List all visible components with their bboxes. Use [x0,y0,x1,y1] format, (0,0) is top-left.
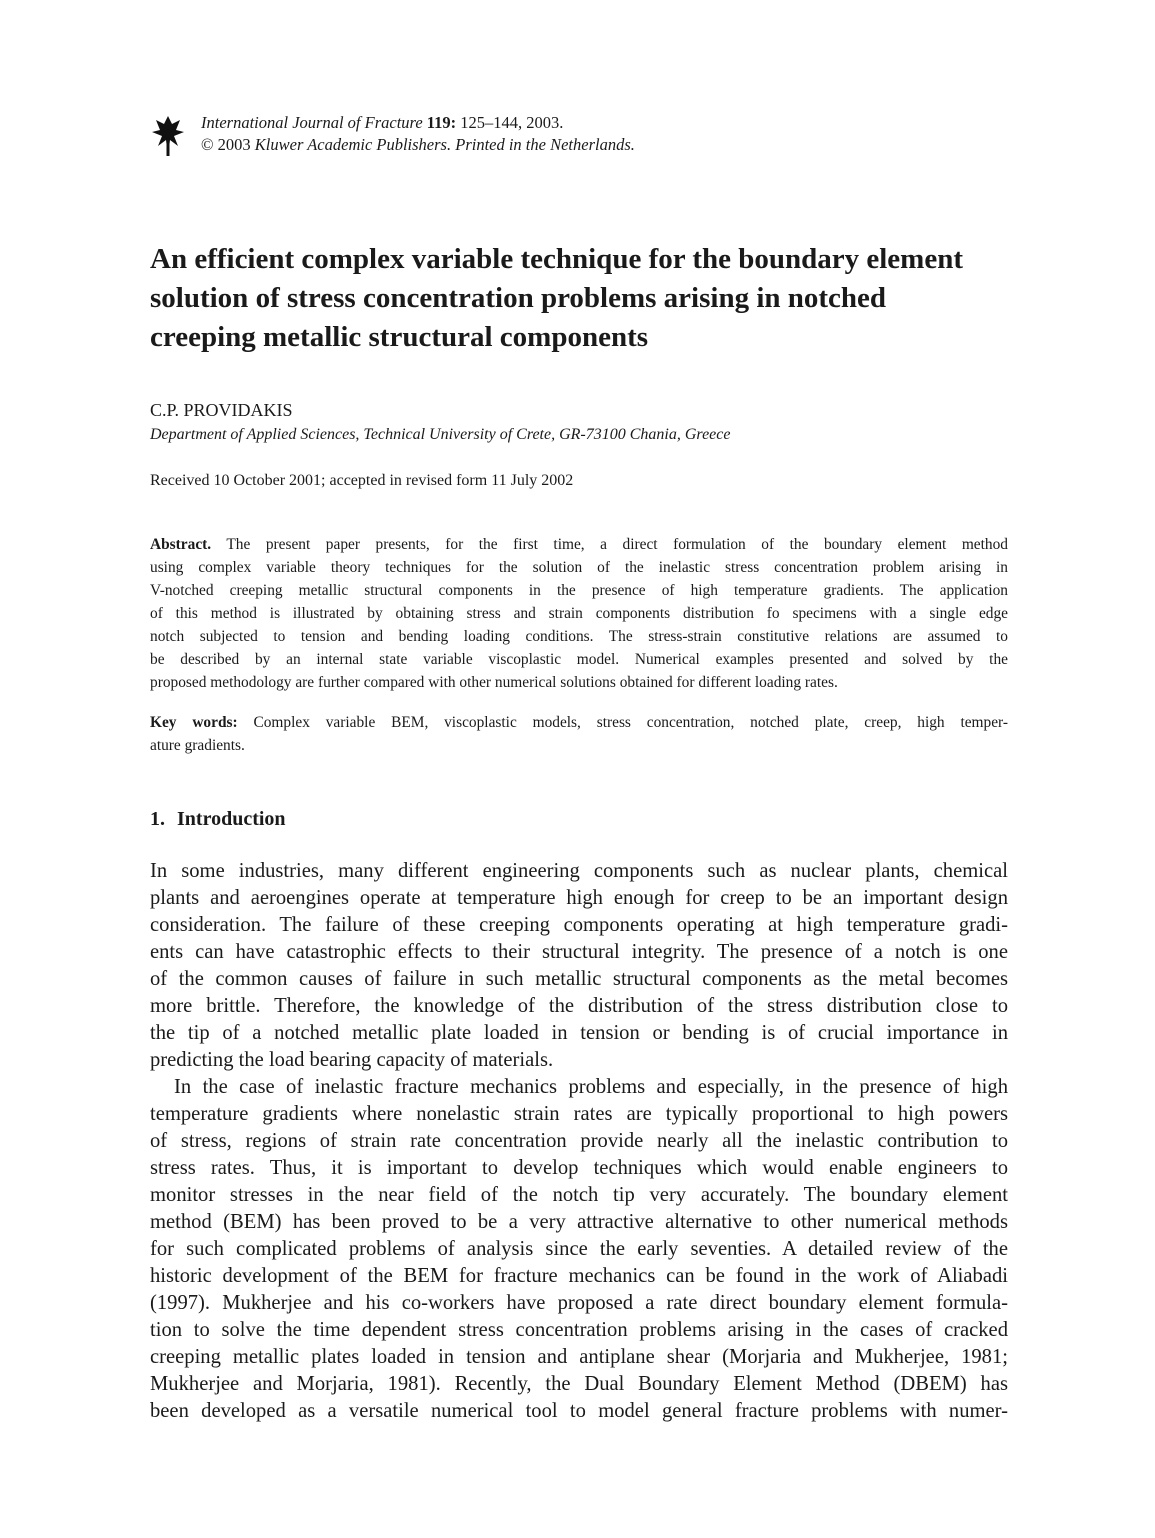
section-heading-introduction [150,806,286,832]
body-line: temperature gradients where nonelastic strain rates are typically proportional to high powers [150,1103,1008,1125]
section-title: Introduction [177,808,286,830]
abstract-line: notch subjected to tension and bending loading conditions. The stress-strain constitutive relations are assumed to [150,628,1008,645]
abstract-line: be described by an internal state variable viscoplastic model. Numerical examples presented and solved by the [150,651,1008,668]
publisher-logo-icon [150,114,186,158]
body-line: for such complicated problems of analysis since the early seventies. A detailed review of the [150,1238,1008,1260]
body-line: predicting the load bearing capacity of materials. [150,1049,554,1071]
body-line: monitor stresses in the near field of the notch tip very accurately. The boundary element [150,1184,1008,1206]
body-line: method (BEM) has been proved to be a very attractive alternative to other numerical methods [150,1211,1008,1233]
abstract-line: proposed methodology are further compared with other numerical solutions obtained for different loading rates. [150,674,838,691]
body-line: tion to solve the time dependent stress concentration problems arising in the cases of cracked [150,1319,1008,1341]
body-line: ents can have catastrophic effects to their structural integrity. The presence of a notch is one [150,941,1008,963]
author-affiliation: Department of Applied Sciences, Technical University of Crete, GR-73100 Chania, Greece [150,426,731,443]
journal-volume: 119: [426,113,457,132]
keywords [150,711,1008,757]
abstract-label: Abstract. [150,536,212,553]
body-line: historic development of the BEM for fracture mechanics can be found in the work of Aliabadi [150,1265,1008,1287]
keywords-line [150,711,1008,734]
body-line: creeping metallic plates loaded in tension and antiplane shear (Morjaria and Mukherjee, 1981; [150,1346,1008,1368]
introduction-body [150,858,1008,1425]
journal-citation [201,112,635,156]
body-line: consideration. The failure of these creeping components operating at high temperature gradi- [150,914,1008,936]
body-line: In the case of inelastic fracture mechanics problems and especially, in the presence of high [174,1076,1008,1098]
body-line: been developed as a versatile numerical tool to model general fracture problems with numer- [150,1400,1008,1422]
body-line: Mukherjee and Morjaria, 1981). Recently, the Dual Boundary Element Method (DBEM) has [150,1373,1008,1395]
author-name: C.P. PROVIDAKIS [150,400,293,420]
section-number: 1. [150,808,165,830]
journal-line-2 [201,134,635,156]
body-line: In some industries, many different engineering components such as nuclear plants, chemical [150,860,1008,882]
received-dates: Received 10 October 2001; accepted in revised form 11 July 2002 [150,472,574,489]
journal-pages-year: 125–144, 2003. [456,113,564,132]
body-line: of stress, regions of strain rate concentration provide nearly all the inelastic contribution to [150,1130,1008,1152]
abstract-line: V-notched creeping metallic structural components in the presence of high temperature gradients. The application [150,582,1008,599]
body-line: more brittle. Therefore, the knowledge of the distribution of the stress distribution close to [150,995,1008,1017]
abstract-line: using complex variable theory techniques for the solution of the inelastic stress concentration problem arising in [150,559,1008,576]
title-line: creeping metallic structural components [150,321,649,353]
keywords-text: Complex variable BEM, viscoplastic models, stress concentration, notched plate, creep, high temper- [237,714,1008,731]
printed-in: Printed in the Netherlands. [451,135,635,154]
abstract-line [150,533,1008,556]
body-line: stress rates. Thus, it is important to develop techniques which would enable engineers to [150,1157,1008,1179]
abstract-text: The present paper presents, for the first time, a direct formulation of the boundary element method [211,536,1008,553]
abstract-line: of this method is illustrated by obtaining stress and strain components distribution fo specimens with a single edge [150,605,1008,622]
body-line: plants and aeroengines operate at temperature high enough for creep to be an important design [150,887,1008,909]
paper-title [150,240,1020,357]
journal-line-1 [201,112,635,134]
keywords-line: ature gradients. [150,737,245,754]
body-line: of the common causes of failure in such metallic structural components as the metal becomes [150,968,1008,990]
body-line: the tip of a notched metallic plate loaded in tension or bending is of crucial importance in [150,1022,1008,1044]
title-line: An efficient complex variable technique for the boundary element [150,243,963,275]
body-line: (1997). Mukherjee and his co-workers have proposed a rate direct boundary element formula- [150,1292,1008,1314]
abstract [150,533,1008,694]
keywords-label: Key words: [150,714,238,731]
journal-name: International Journal of Fracture [201,113,423,132]
title-line: solution of stress concentration problems arising in notched [150,282,887,314]
publisher: Kluwer Academic Publishers. [254,135,452,154]
copyright: © 2003 [201,135,255,154]
